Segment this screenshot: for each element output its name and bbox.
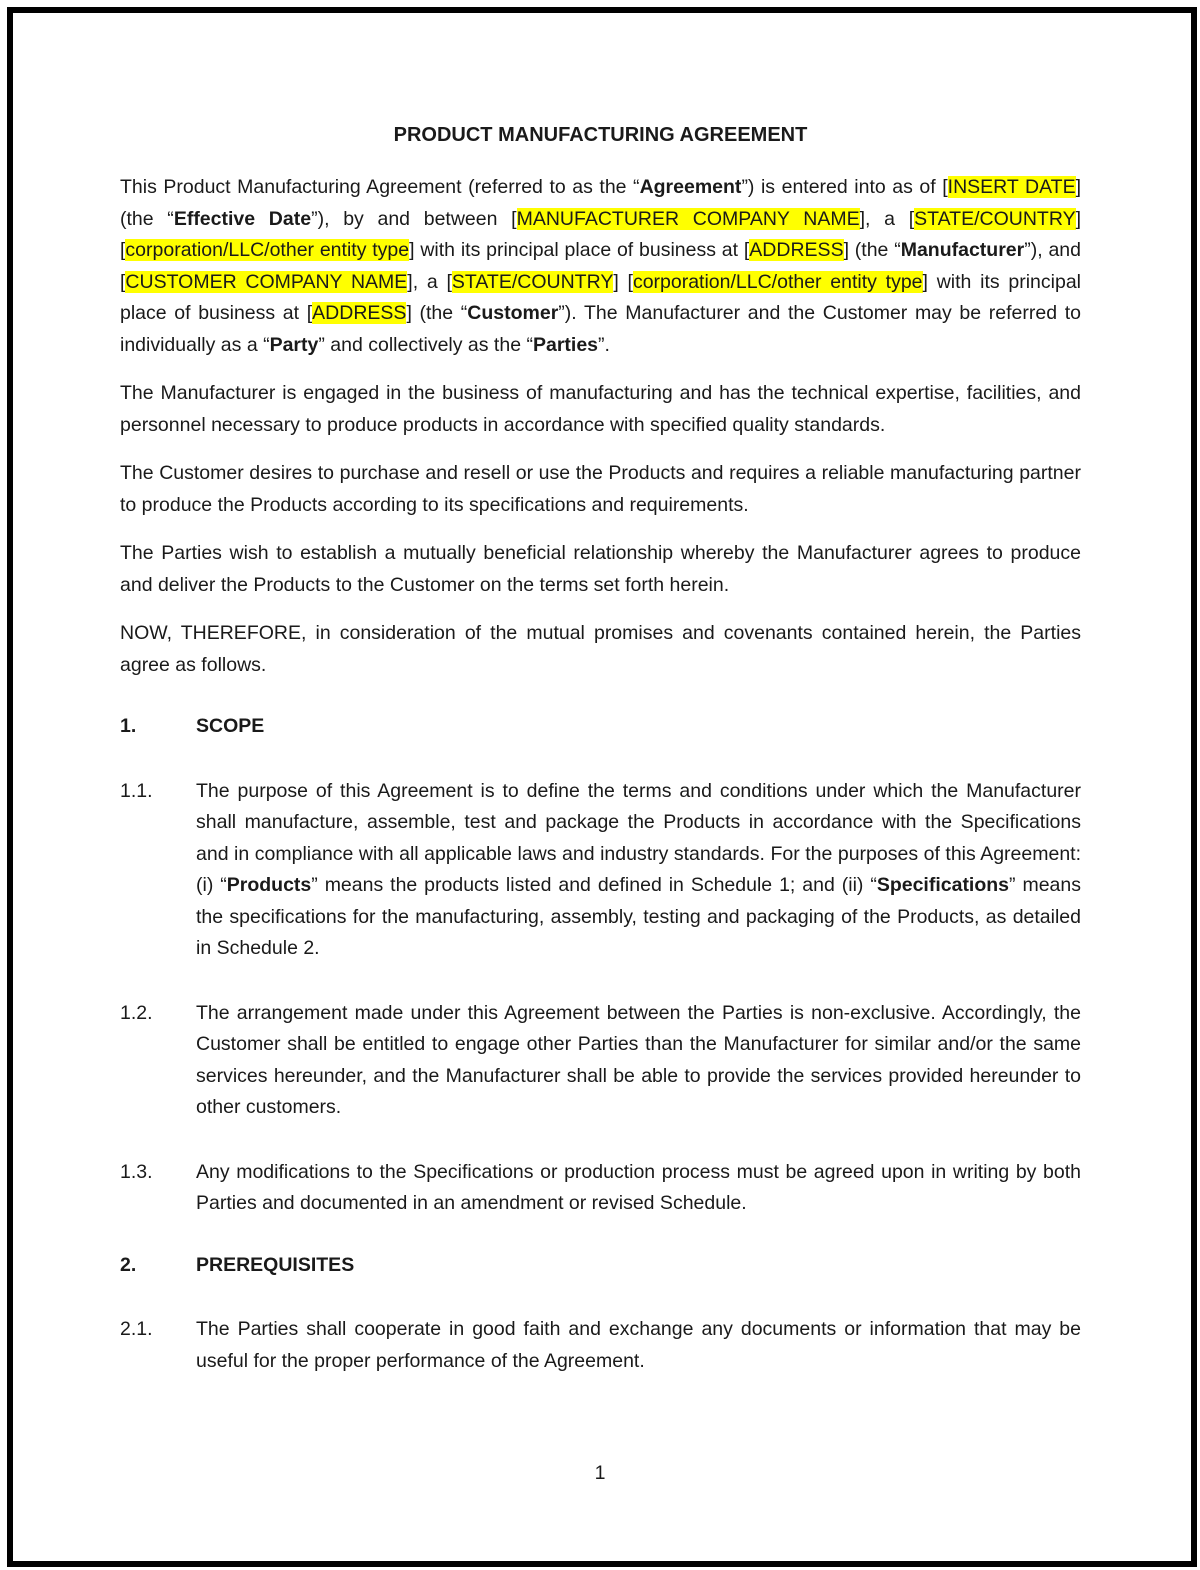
clause-number: 1.1.: [120, 779, 153, 802]
section-title: SCOPE: [196, 715, 265, 737]
section-number: 2.: [120, 1253, 137, 1276]
clause-2-1: [120, 1314, 1081, 1377]
clause-text: The purpose of this Agreement is to define the terms and conditions under which the Manufacturer shall manufacture, assemble, test and package the Products in accordance with the Specifications and in compliance with all applicable laws and industry standards. For the purposes of this Agreement: (i) “Products” means the products listed and defined in Schedule 1; and (ii) “Specifications” means the specifications for the manufacturing, assembly, testing and packaging of the Products, as detailed in Schedule 2.: [196, 779, 1081, 959]
section-title: PREREQUISITES: [196, 1253, 355, 1276]
clause-number: 1.3.: [120, 1160, 153, 1183]
recital-paragraph-3: The Parties wish to establish a mutually beneficial relationship whereby the Manufacturer agrees to produce and deliver the Products to the Customer on the terms set forth herein.: [120, 542, 1081, 596]
document-content: [120, 0, 1081, 1377]
clause-number: 1.2.: [120, 1001, 153, 1024]
clause-1-3: [120, 1157, 1081, 1220]
intro-paragraph: This Product Manufacturing Agreement (referred to as the “Agreement”) is entered into as of [INSERT DATE] (the “Effective Date”), by and between [MANUFACTURER COMPANY NAME], a [STATE/COUNTRY] [corporation/LLC/other entity type] with its principal place of business at [ADDRESS] (the “Manufacturer”), and [CUSTOMER COMPANY NAME], a [STATE/COUNTRY] [corporation/LLC/other entity type] with its principal place of business at [ADDRESS] (the “Customer”). The Manufacturer and the Customer may be referred to individually as a “Party” and collectively as the “Parties”.: [120, 176, 1082, 356]
clause-number: 2.1.: [120, 1318, 153, 1340]
clause-text: Any modifications to the Specifications or production process must be agreed upon in writing by both Parties and documented in an amendment or revised Schedule.: [196, 1160, 1081, 1214]
clause-1-1: [120, 776, 1081, 965]
clause-text: The Parties shall cooperate in good faith and exchange any documents or information that may be useful for the proper performance of the Agreement.: [196, 1318, 1081, 1372]
recital-paragraph-2: The Customer desires to purchase and resell or use the Products and requires a reliable manufacturing partner to produce the Products according to its specifications and requirements.: [120, 462, 1081, 516]
clause-text: The arrangement made under this Agreement between the Parties is non-exclusive. Accordingly, the Customer shall be entitled to engage other Parties than the Manufacturer for similar and/or the same services hereunder, and the Manufacturer shall be able to provide the services provided hereunder to other customers.: [196, 1001, 1081, 1118]
clause-1-2: [120, 998, 1081, 1124]
page-number: 1: [594, 1462, 606, 1484]
document-title: PRODUCT MANUFACTURING AGREEMENT: [393, 124, 808, 146]
section-heading-scope: [120, 711, 1081, 743]
section-heading-prerequisites: [120, 1250, 1081, 1282]
section-number: 1.: [120, 715, 137, 737]
recital-paragraph-1: The Manufacturer is engaged in the business of manufacturing and has the technical expertise, facilities, and personnel necessary to produce products in accordance with specified quality standards.: [120, 382, 1081, 436]
recital-paragraph-4: NOW, THEREFORE, in consideration of the mutual promises and covenants contained herein, the Parties agree as follows.: [120, 622, 1081, 676]
